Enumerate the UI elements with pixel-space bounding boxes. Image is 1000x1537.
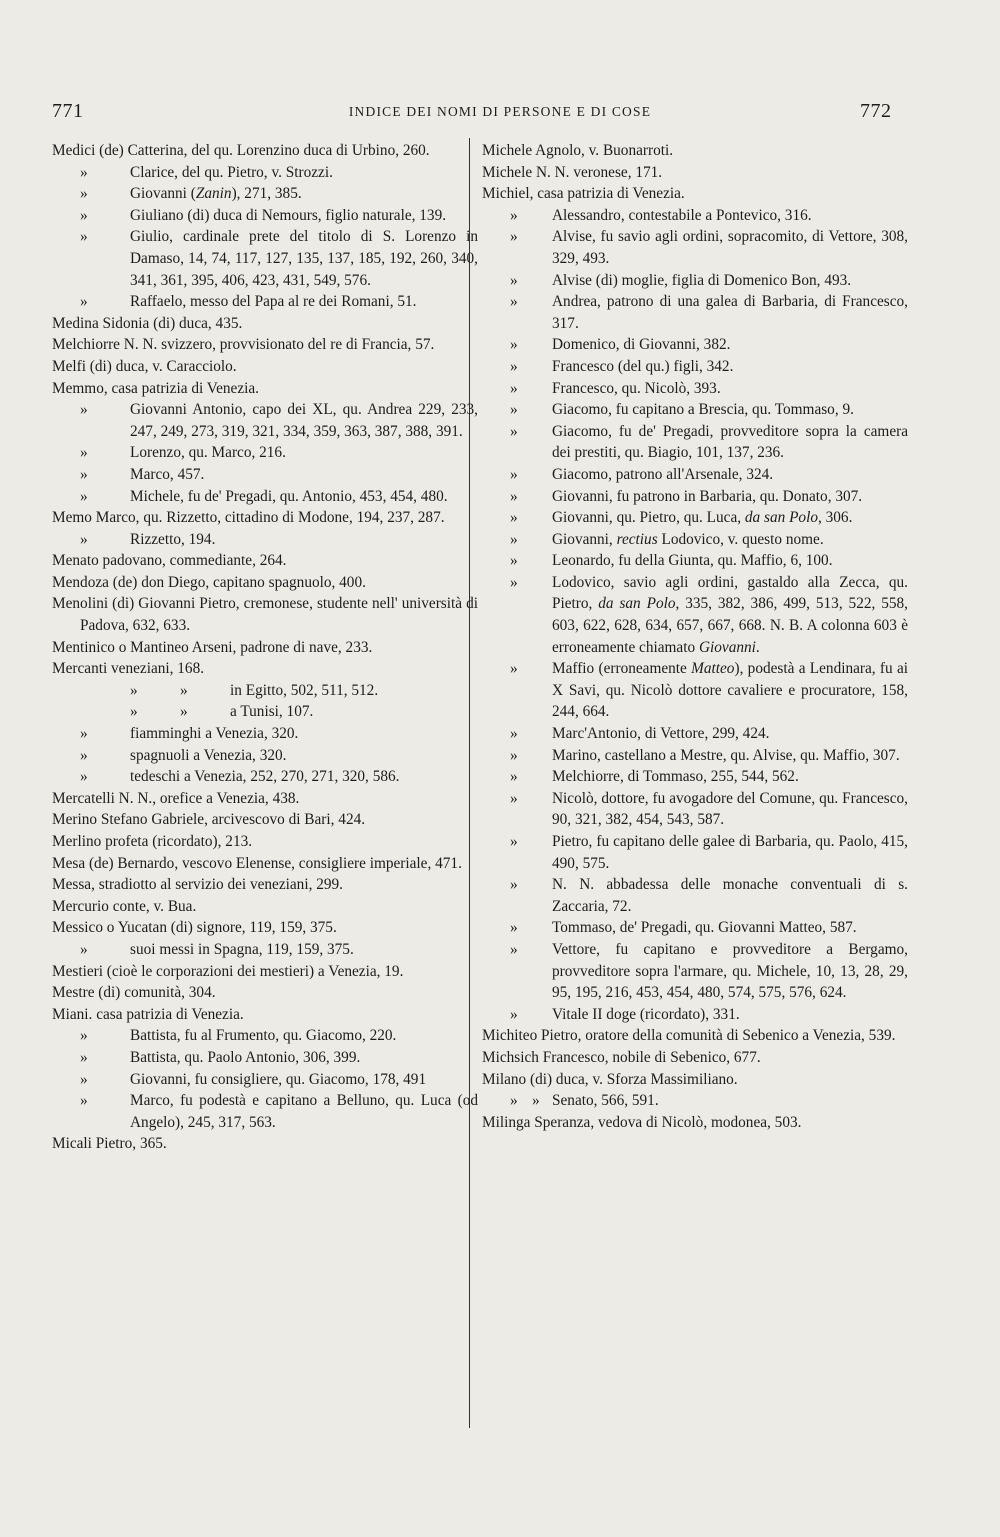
ditto-mark: » [80,530,88,548]
ditto-mark: » [80,746,88,764]
index-entry: Mercurio conte, v. Bua. [52,897,197,915]
ditto-mark: » [80,228,88,246]
index-entry: » Alvise, fu savio agli ordini, sopracomito, di Vettore, 308, 329, 493. [510,228,908,267]
index-entry: » Giacomo, fu de' Pregadi, provveditore sopra la camera dei prestiti, qu. Biagio, 101, 137, 236. [510,422,908,462]
index-entry: Micali Pietro, 365. [52,1135,167,1153]
ditto-mark: » [510,422,518,440]
index-entry: Memo Marco, qu. Rizzetto, cittadino di Modone, 194, 237, 287. [52,509,445,527]
ditto-mark: » [510,206,518,224]
index-entry: » Francesco (del qu.) figli, 342. [482,356,908,378]
ditto-mark: » [510,357,518,375]
index-entry: » Vettore, fu capitano e provveditore a Bergamo, provveditore sopra l'armare, qu. Michele, 10, 13, 28, 29, 95, 195, 216, 453, 454, 480, 574, 575, 576, 624. [510,940,908,1002]
ditto-mark: » [510,401,518,419]
index-entry: » Marino, castellano a Mestre, qu. Alvise, qu. Maffio, 307. [482,745,908,767]
index-entry: » Giacomo, fu capitano a Brescia, qu. Tommaso, 9. [482,399,908,421]
index-entry: » Marco, fu podestà e capitano a Belluno, qu. Luca (od Angelo), 245, 317, 563. [80,1092,478,1131]
ditto-mark: » [510,509,518,527]
ditto-mark: » [80,768,88,786]
index-entry: » Domenico, di Giovanni, 382. [482,334,908,356]
ditto-mark: » [80,444,88,462]
index-entry: » suoi messi in Spagna, 119, 159, 375. [52,939,478,961]
index-entry: Michsich Francesco, nobile di Sebenico, 677. [482,1048,761,1066]
ditto-mark: » [80,725,88,743]
index-entry: » Rizzetto, 194. [52,529,478,551]
ditto-mark: » [510,379,518,397]
ditto-mark: » [180,681,188,699]
ditto-mark: » [510,768,518,786]
index-entry: » Marc'Antonio, di Vettore, 299, 424. [482,723,908,745]
ditto-mark: » [510,725,518,743]
ditto-mark: » [510,1092,518,1110]
index-entry: » Michele, fu de' Pregadi, qu. Antonio, 453, 454, 480. [52,486,478,508]
ditto-mark: » [80,1048,88,1066]
index-entry: » Clarice, del qu. Pietro, v. Strozzi. [52,162,478,184]
index-entry: Melchiorre N. N. svizzero, provvisionato del re di Francia, 57. [52,336,435,354]
index-entry: » Melchiorre, di Tommaso, 255, 544, 562. [482,766,908,788]
index-entry: Michiel, casa patrizia di Venezia. [482,185,685,203]
index-entry: » Giovanni, qu. Pietro, qu. Luca, da san Polo, 306. [482,507,908,529]
ditto-mark: » [510,336,518,354]
index-entry: » Marco, 457. [52,464,478,486]
index-entry: » Pietro, fu capitano delle galee di Barbaria, qu. Paolo, 415, 490, 575. [510,833,908,872]
index-entry: Milano (di) duca, v. Sforza Massimiliano. [482,1070,738,1088]
right-column [482,140,908,1133]
index-entry: Messico o Yucatan (di) signore, 119, 159, 375. [52,919,337,937]
running-header: INDICE DEI NOMI DI PERSONE E DI COSE [348,104,652,119]
ditto-mark: » [80,1027,88,1045]
ditto-mark: » [510,573,518,591]
index-entry: » Tommaso, de' Pregadi, qu. Giovanni Matteo, 587. [482,917,908,939]
ditto-mark: » [510,789,518,807]
index-entry: » Giovanni, rectius Lodovico, v. questo nome. [482,529,908,551]
index-entry: » Lorenzo, qu. Marco, 216. [52,442,478,464]
ditto-mark: » [510,465,518,483]
index-entry: » Andrea, patrono di una galea di Barbaria, di Francesco, 317. [510,293,908,332]
ditto-mark: » [510,487,518,505]
index-entry: » Giovanni, fu patrono in Barbaria, qu. Donato, 307. [482,486,908,508]
index-entry: » Nicolò, dottore, fu avogadore del Comune, qu. Francesco, 90, 321, 382, 454, 543, 587. [510,789,908,829]
index-entry: Miani. casa patrizia di Venezia. [52,1005,244,1023]
index-entry: » Raffaelo, messo del Papa al re dei Romani, 51. [52,291,478,313]
index-entry: » Giovanni Antonio, capo dei XL, qu. Andrea 229, 233, 247, 249, 273, 319, 321, 334, 359, 363, 387, 388, 391. [80,401,478,440]
ditto-mark: » [510,919,518,937]
ditto-mark: » [510,552,518,570]
index-entry: » Giulio, cardinale prete del titolo di S. Lorenzo in Damaso, 14, 74, 117, 127, 135, 137, 185, 192, 260, 340, 341, 361, 395, 406, 423, 431, 549, 576. [80,228,478,289]
index-entry: Mendoza (de) don Diego, capitano spagnuolo, 400. [52,573,366,591]
ditto-mark: » [80,465,88,483]
ditto-mark: » [80,1092,88,1110]
ditto-mark: » [130,703,138,721]
ditto-mark: » [80,401,88,419]
index-entry: Mercatelli N. N., orefice a Venezia, 438. [52,789,300,807]
index-entry: » Alessandro, contestabile a Pontevico, 316. [482,205,908,227]
right-page-number: 772 [860,100,892,122]
index-entry: Menolini (di) Giovanni Pietro, cremonese, studente nell' università di Padova, 632, 633. [52,595,478,635]
index-entry: Mercanti veneziani, 168. [52,660,205,678]
ditto-mark: » [80,293,88,311]
index-entry: Melfi (di) duca, v. Caracciolo. [52,357,237,375]
index-entry: Mestieri (cioè le corporazioni dei mestieri) a Venezia, 19. [52,962,404,980]
index-entry: Milinga Speranza, vedova di Nicolò, modonea, 503. [482,1113,802,1131]
index-entry: » tedeschi a Venezia, 252, 270, 271, 320, 586. [52,766,478,788]
ditto-mark: » [80,940,88,958]
index-entry: » Lodovico, savio agli ordini, gastaldo alla Zecca, qu. Pietro, da san Polo, 335, 382, 386, 499, 513, 522, 558, 603, 622, 628, 634, 657, 667, 668. N. B. A colonna 603 è erroneamente chiamato Giovanni. [510,573,908,656]
index-entry: Michele N. N. veronese, 171. [482,163,663,181]
ditto-mark: » [180,703,188,721]
index-entry: Medici (de) Catterina, del qu. Lorenzino duca di Urbino, 260. [52,142,430,159]
index-entry: Mestre (di) comunità, 304. [52,984,216,1002]
ditto-mark: » [510,530,518,548]
index-entry: » N. N. abbadessa delle monache conventuali di s. Zaccaria, 72. [510,876,908,915]
index-entry: Medina Sidonia (di) duca, 435. [52,314,243,332]
index-entry: Mentinico o Mantineo Arseni, padrone di nave, 233. [52,638,373,656]
index-entry: » Francesco, qu. Nicolò, 393. [482,378,908,400]
ditto-mark: » [510,876,518,894]
ditto-mark: » [510,1005,518,1023]
ditto-mark: » [80,163,88,181]
index-entry: » Battista, qu. Paolo Antonio, 306, 399. [52,1047,478,1069]
index-entry: » » Senato, 566, 591. [482,1090,908,1112]
index-entry: » Maffio (erroneamente Matteo), podestà a Lendinara, fu ai X Savi, qu. Nicolò dottore cavaliere e procuratore, 158, 244, 664. [510,660,908,721]
left-column [52,140,478,1155]
ditto-mark: » [80,487,88,505]
index-entry: » fiamminghi a Venezia, 320. [52,723,478,745]
index-entry: Messa, stradiotto al servizio dei veneziani, 299. [52,876,343,894]
index-entry: » Vitale II doge (ricordato), 331. [482,1004,908,1026]
index-entry: Michiteo Pietro, oratore della comunità di Sebenico a Venezia, 539. [482,1027,896,1045]
index-entry: » Giacomo, patrono all'Arsenale, 324. [482,464,908,486]
ditto-mark: » [80,185,88,203]
ditto-mark: » [510,746,518,764]
ditto-mark: » [532,1092,540,1110]
ditto-mark: » [510,940,518,958]
index-entry: Merino Stefano Gabriele, arcivescovo di Bari, 424. [52,811,366,829]
ditto-mark: » [80,1070,88,1088]
ditto-mark: » [510,293,518,311]
ditto-mark: » [80,206,88,224]
ditto-mark: » [510,271,518,289]
index-entry: Memmo, casa patrizia di Venezia. [52,379,259,397]
index-entry: » Alvise (di) moglie, figlia di Domenico Bon, 493. [482,270,908,292]
index-entry: Mesa (de) Bernardo, vescovo Elenense, consigliere imperiale, 471. [52,854,462,872]
index-entry: » Giovanni (Zanin), 271, 385. [52,183,478,205]
index-entry: » spagnuoli a Venezia, 320. [52,745,478,767]
left-page-number: 771 [52,100,84,122]
ditto-mark: » [130,681,138,699]
index-entry: Menato padovano, commediante, 264. [52,552,287,570]
ditto-mark: » [510,228,518,246]
index-entry: » » in Egitto, 502, 511, 512. [52,680,478,702]
ditto-mark: » [510,660,518,678]
index-entry: » Giovanni, fu consigliere, qu. Giacomo, 178, 491 [52,1069,478,1091]
index-entry: Michele Agnolo, v. Buonarroti. [482,142,674,159]
index-entry: » Battista, fu al Frumento, qu. Giacomo, 220. [52,1025,478,1047]
ditto-mark: » [510,833,518,850]
index-entry: » Giuliano (di) duca di Nemours, figlio naturale, 139. [52,205,478,227]
index-entry: » » a Tunisi, 107. [52,701,478,723]
index-entry: » Leonardo, fu della Giunta, qu. Maffio, 6, 100. [482,550,908,572]
index-entry: Merlino profeta (ricordato), 213. [52,833,253,850]
